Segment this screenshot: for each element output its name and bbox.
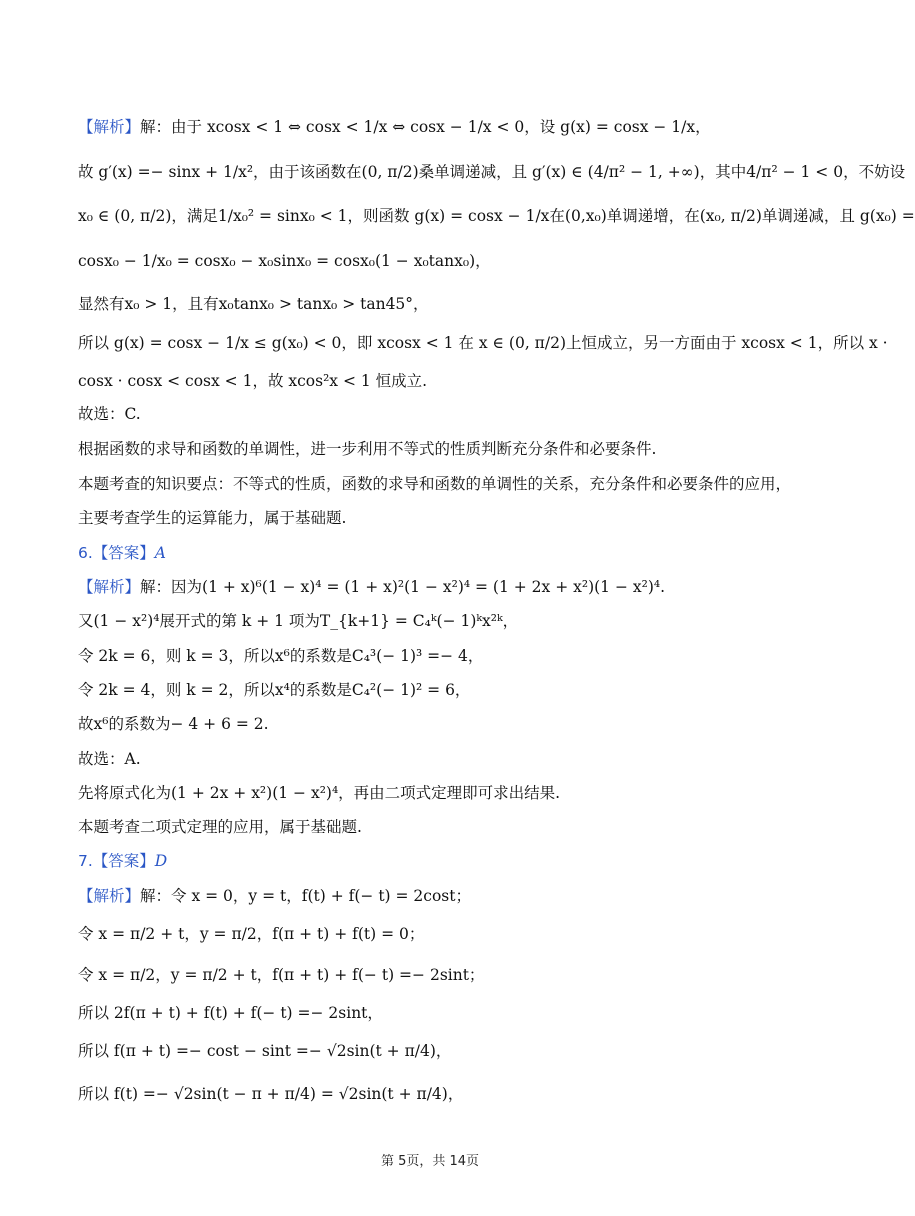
text-line xyxy=(78,679,820,701)
line-text: 所以 f(π + t) =− cost − sint =− √2sin(t + π/4)， xyxy=(78,1042,452,1060)
text-line xyxy=(78,507,820,529)
text-line xyxy=(78,293,820,315)
section-tag: 【解析】 xyxy=(78,118,141,136)
text-line xyxy=(78,438,820,460)
text-line xyxy=(78,116,820,138)
text-line xyxy=(78,403,820,425)
text-line xyxy=(78,748,820,770)
text-line xyxy=(78,885,820,907)
text-line xyxy=(78,610,820,632)
line-text: 主要考查学生的运算能力，属于基础题. xyxy=(78,509,347,527)
line-text: 故x⁶的系数为− 4 + 6 = 2. xyxy=(78,715,269,733)
line-text: 令 2k = 6，则 k = 3，所以x⁶的系数是C₄³(− 1)³ =− 4， xyxy=(78,647,484,665)
line-text: 解：由于 xcosx < 1 ⇔ cosx < 1/x ⇔ cosx − 1/x < 0，设 g(x) = cosx − 1/x， xyxy=(140,118,711,136)
line-text: 显然有x₀ > 1，且有x₀tanx₀ > tanx₀ > tan45°， xyxy=(78,295,429,313)
section-tag: 6.【答案】 xyxy=(78,544,155,562)
answer-letter: D xyxy=(154,852,168,870)
text-line xyxy=(78,964,820,986)
line-text: 先将原式化为(1 + 2x + x²)(1 − x²)⁴，再由二项式定理即可求出结果. xyxy=(78,784,561,802)
text-line xyxy=(78,816,820,838)
text-line xyxy=(78,1040,820,1062)
text-line xyxy=(78,473,820,495)
line-text: cosx · cosx < cosx < 1，故 xcos²x < 1 恒成立. xyxy=(78,372,428,390)
line-text: 所以 2f(π + t) + f(t) + f(− t) =− 2sint， xyxy=(78,1004,383,1022)
line-text: 解：因为(1 + x)⁶(1 − x)⁴ = (1 + x)²(1 − x²)⁴ = (1 + 2x + x²)(1 − x²)⁴. xyxy=(140,578,666,596)
line-text: 令 x = π/2，y = π/2 + t，f(π + t) + f(− t) =− 2sint； xyxy=(78,966,485,984)
text-line xyxy=(78,370,820,392)
text-line xyxy=(78,1002,820,1024)
text-line xyxy=(78,713,820,735)
text-line xyxy=(78,250,820,272)
line-text: 令 x = π/2 + t，y = π/2，f(π + t) + f(t) = 0； xyxy=(78,925,425,943)
text-line xyxy=(78,1083,820,1105)
answer-letter: A xyxy=(154,544,166,562)
text-line xyxy=(78,161,906,183)
line-text: 令 2k = 4，则 k = 2，所以x⁴的系数是C₄²(− 1)² = 6， xyxy=(78,681,471,699)
line-text: 所以 f(t) =− √2sin(t − π + π/4) = √2sin(t + π/4)， xyxy=(78,1085,464,1103)
line-text: 所以 g(x) = cosx − 1/x ≤ g(x₀) < 0，即 xcosx < 1 在 x ∈ (0, π/2)上恒成立，另一方面由于 xcosx < 1，所以 x · xyxy=(78,334,888,352)
line-text: 本题考查的知识要点：不等式的性质，函数的求导和函数的单调性的关系，充分条件和必要条件的应用， xyxy=(78,475,792,493)
line-text: 解：令 x = 0，y = t，f(t) + f(− t) = 2cost； xyxy=(140,887,471,905)
answer-heading xyxy=(78,542,820,564)
text-line xyxy=(78,576,820,598)
section-tag: 【解析】 xyxy=(78,578,141,596)
text-line xyxy=(78,332,888,354)
line-text: 故选：A. xyxy=(78,750,141,768)
answer-heading xyxy=(78,850,820,872)
section-tag: 【解析】 xyxy=(78,887,141,905)
text-line xyxy=(78,923,820,945)
line-text: x₀ ∈ (0, π/2)，满足1/x₀² = sinx₀ < 1，则函数 g(x) = cosx − 1/x在(0,x₀)单调递增，在(x₀, π/2)单调递减，且 g(x₀) = xyxy=(78,207,915,225)
line-text: 根据函数的求导和函数的单调性，进一步利用不等式的性质判断充分条件和必要条件. xyxy=(78,440,657,458)
line-text: 又(1 − x²)⁴展开式的第 k + 1 项为T_{k+1} = C₄ᵏ(− 1)ᵏx²ᵏ， xyxy=(78,612,519,630)
line-text: cosx₀ − 1/x₀ = cosx₀ − x₀sinx₀ = cosx₀(1 − x₀tanx₀)， xyxy=(78,252,491,270)
page-footer: 第 5页，共 14页 xyxy=(380,1154,480,1169)
line-text: 故 g′(x) =− sinx + 1/x²，由于该函数在(0, π/2)桑单调递减，且 g′(x) ∈ (4/π² − 1, +∞)，其中4/π² − 1 < 0，不妨设 xyxy=(78,163,906,181)
text-line xyxy=(78,782,820,804)
line-text: 故选：C. xyxy=(78,405,141,423)
section-tag: 7.【答案】 xyxy=(78,852,155,870)
text-line xyxy=(78,205,915,227)
line-text: 本题考查二项式定理的应用，属于基础题. xyxy=(78,818,362,836)
text-line xyxy=(78,645,820,667)
